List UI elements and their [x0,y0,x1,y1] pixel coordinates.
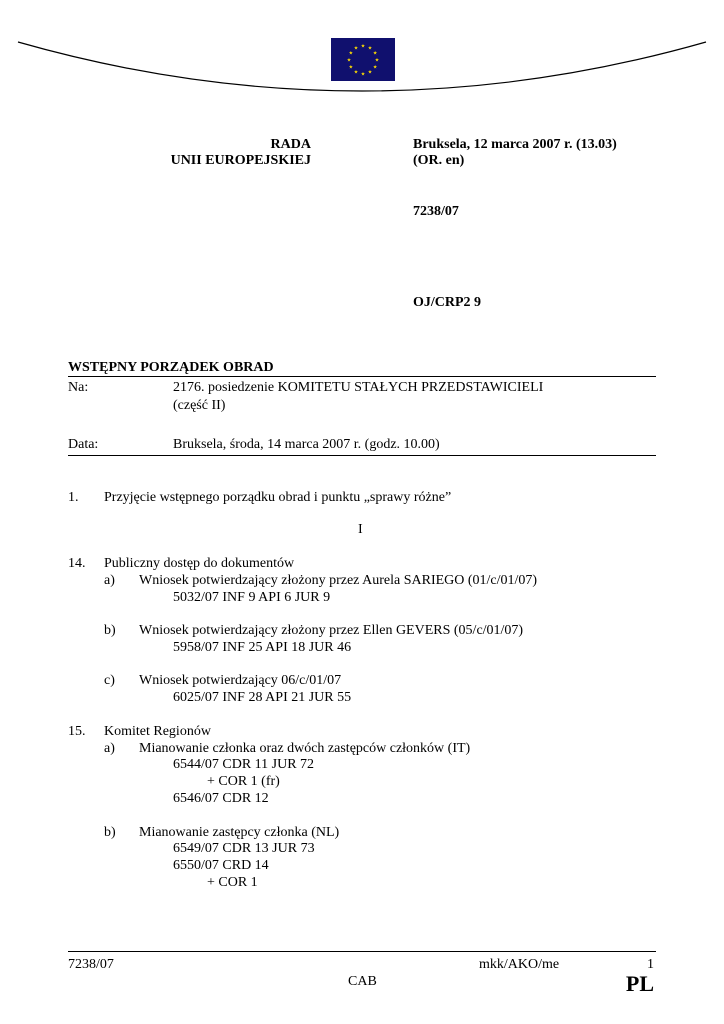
doc-reference: 6025/07 INF 28 API 21 JUR 55 [173,690,352,705]
flag-star-icon: ★ [367,46,373,52]
flag-star-icon: ★ [372,65,378,71]
doc-reference: 5032/07 INF 9 API 6 JUR 9 [173,590,331,605]
section-heading: I [358,522,363,537]
footer-doc-number: 7238/07 [68,957,114,972]
to-line2: (część II) [173,398,226,413]
date-value: Bruksela, środa, 14 marca 2007 r. (godz. 10.00) [173,437,440,452]
flag-star-icon: ★ [353,46,359,52]
page-title: WSTĘPNY PORZĄDEK OBRAD [68,360,274,375]
flag-star-icon: ★ [360,72,366,78]
subitem-letter: c) [104,673,115,688]
subitem-text: Mianowanie zastępcy członka (NL) [139,825,340,840]
council-name-line1: RADA [270,137,311,152]
subitem-letter: a) [104,741,115,756]
footer-language: PL [625,971,654,996]
subitem-text: Mianowanie członka oraz dwóch zastępców członków (IT) [139,741,471,756]
item-text: Publiczny dostęp do dokumentów [104,556,295,571]
footer-divider [68,951,656,952]
item-number: 1. [68,490,79,505]
doc-corrigendum: + COR 1 (fr) [207,774,280,789]
meta-divider [68,455,656,456]
footer-department: CAB [348,974,377,989]
flag-star-icon: ★ [346,58,352,64]
document-reference: OJ/CRP2 9 [413,295,482,310]
eu-flag-logo [331,38,395,81]
subitem-letter: a) [104,573,115,588]
document-number: 7238/07 [413,204,459,219]
subitem-text: Wniosek potwierdzający 06/c/01/07 [139,673,342,688]
flag-star-icon: ★ [374,58,380,64]
date-label: Data: [68,437,99,452]
place-date: Bruksela, 12 marca 2007 r. (13.03) [413,137,617,152]
doc-reference: 6546/07 CDR 12 [173,791,269,806]
doc-reference: 5958/07 INF 25 API 18 JUR 46 [173,640,352,655]
flag-star-icon: ★ [348,65,354,71]
flag-star-icon: ★ [367,70,373,76]
doc-corrigendum: + COR 1 [207,875,258,890]
doc-reference: 6544/07 CDR 11 JUR 72 [173,757,315,772]
item-number: 15. [68,724,86,739]
title-divider [68,376,656,377]
subitem-text: Wniosek potwierdzający złożony przez Ellen GEVERS (05/c/01/07) [139,623,524,638]
footer-initials: mkk/AKO/me [479,957,560,972]
item-text: Przyjęcie wstępnego porządku obrad i punktu „sprawy różne” [104,490,452,505]
council-name-line2: UNII EUROPEJSKIEJ [170,153,311,168]
to-line1: 2176. posiedzenie KOMITETU STAŁYCH PRZEDSTAWICIELI [173,380,544,395]
flag-star-icon: ★ [360,44,366,50]
doc-reference: 6550/07 CRD 14 [173,858,269,873]
subitem-letter: b) [104,623,116,638]
item-number: 14. [68,556,86,571]
flag-star-icon: ★ [348,51,354,57]
subitem-text: Wniosek potwierdzający złożony przez Aurela SARIEGO (01/c/01/07) [139,573,538,588]
flag-star-icon: ★ [372,51,378,57]
flag-star-icon: ★ [353,70,359,76]
subitem-letter: b) [104,825,116,840]
eu-stars-icon [331,38,395,81]
to-label: Na: [68,380,89,395]
original-language: (OR. en) [413,153,465,168]
doc-reference: 6549/07 CDR 13 JUR 73 [173,841,315,856]
item-text: Komitet Regionów [104,724,211,739]
footer-page-number: 1 [647,957,654,972]
